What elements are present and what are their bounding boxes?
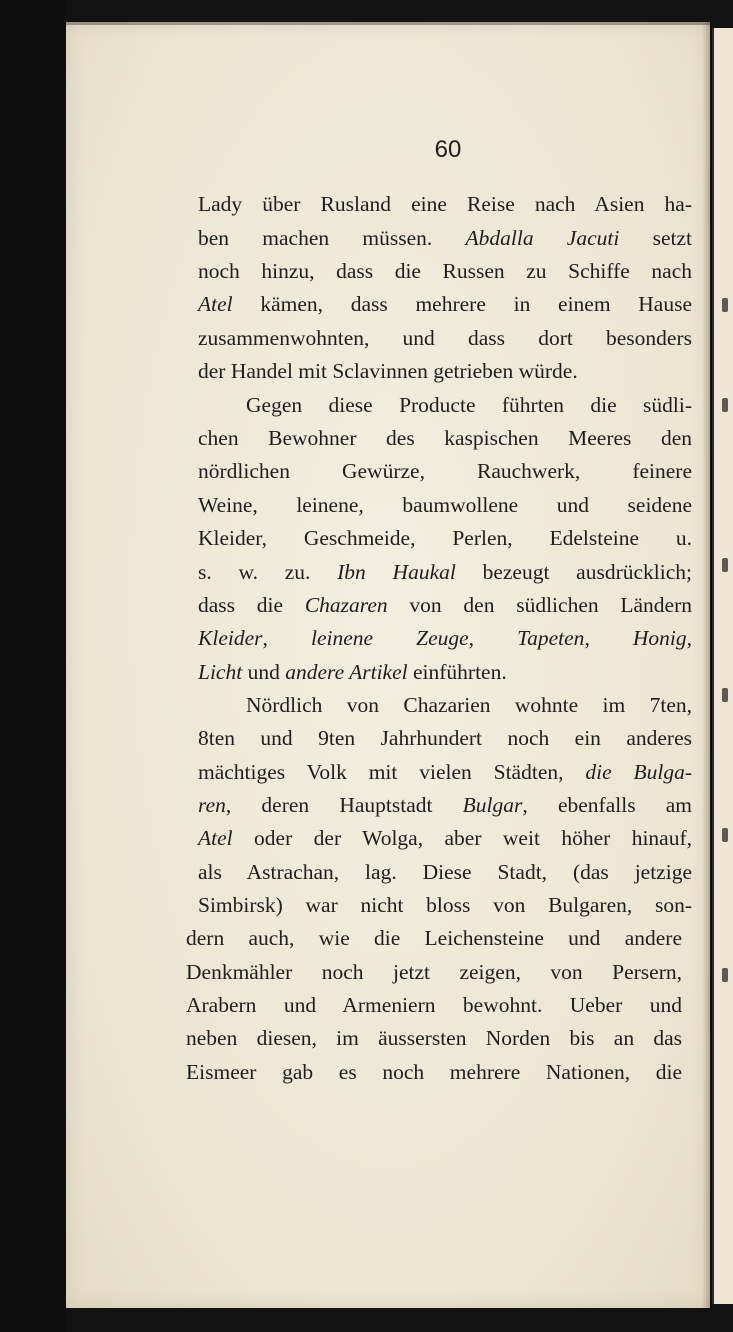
- italic-text-segment: Abdalla Jacuti: [465, 226, 620, 250]
- text-line: [198, 287, 692, 321]
- text-line: [186, 955, 682, 989]
- text-segment: mächtiges Volk mit vielen Städten,: [198, 760, 586, 784]
- italic-text-segment: Honig: [632, 626, 687, 650]
- text-line: [198, 721, 692, 755]
- text-line: [198, 621, 692, 655]
- text-segment: und: [242, 660, 286, 684]
- text-line: [198, 888, 692, 922]
- text-line: [198, 788, 692, 822]
- text-segment: zusammenwohnten, und dass dort besonders: [198, 326, 692, 350]
- italic-text-segment: andere Artikel: [285, 660, 408, 684]
- text-line: [198, 855, 692, 889]
- text-segment: der Handel mit Sclavinnen getrieben würde.: [198, 359, 578, 383]
- italic-text-segment: leinene Zeuge: [310, 626, 469, 650]
- text-line: [198, 321, 692, 355]
- text-segment: Denkmähler noch jetzt zeigen, von Persern,: [186, 960, 682, 984]
- text-segment: noch hinzu, dass die Russen zu Schiffe nach: [198, 259, 692, 283]
- text-line: [186, 921, 682, 955]
- page-top-edge: [66, 22, 710, 25]
- text-line: [198, 521, 692, 555]
- text-line: [198, 454, 692, 488]
- text-segment: Weine, leinene, baumwollene und seidene: [198, 493, 692, 517]
- text-segment: dass die: [198, 593, 305, 617]
- text-line: [198, 755, 692, 789]
- italic-text-segment: Atel: [198, 826, 233, 850]
- text-line: [198, 254, 692, 288]
- adjacent-page-mark: [722, 968, 728, 982]
- text-line: [198, 588, 692, 622]
- text-line: [198, 354, 692, 388]
- text-line: [198, 821, 692, 855]
- text-segment: einführten.: [407, 660, 507, 684]
- text-line: [198, 555, 692, 589]
- text-segment: setzt: [619, 226, 692, 250]
- text-segment: Nördlich von Chazarien wohnte im 7ten,: [246, 693, 692, 717]
- text-segment: ,: [584, 626, 633, 650]
- text-segment: 8ten und 9ten Jahrhundert noch ein anderes: [198, 726, 692, 750]
- text-segment: nördlichen Gewürze, Rauchwerk, feinere: [198, 459, 692, 483]
- text-line: [198, 421, 692, 455]
- text-segment: , deren Hauptstadt: [225, 793, 463, 817]
- italic-text-segment: Atel: [198, 292, 233, 316]
- text-segment: neben diesen, im äussersten Norden bis an das: [186, 1026, 682, 1050]
- adjacent-page-mark: [722, 688, 728, 702]
- text-segment: oder der Wolga, aber weit höher hinauf,: [232, 826, 692, 850]
- text-line: [186, 1055, 682, 1089]
- text-segment: chen Bewohner des kaspischen Meeres den: [198, 426, 692, 450]
- text-segment: Gegen diese Producte führten die südli-: [246, 393, 692, 417]
- adjacent-page-mark: [722, 558, 728, 572]
- italic-text-segment: die Bulga-: [585, 760, 692, 784]
- adjacent-page-mark: [722, 828, 728, 842]
- italic-text-segment: Tapeten: [517, 626, 585, 650]
- text-segment: bezeugt ausdrücklich;: [455, 560, 692, 584]
- text-segment: ,: [468, 626, 518, 650]
- text-segment: als Astrachan, lag. Diese Stadt, (das jetzige: [198, 860, 692, 884]
- text-line: [246, 388, 692, 422]
- text-segment: Arabern und Armeniern bewohnt. Ueber und: [186, 993, 682, 1017]
- text-line: [246, 688, 692, 722]
- adjacent-page-mark: [722, 398, 728, 412]
- text-line: [198, 655, 692, 689]
- italic-text-segment: Bulgar: [462, 793, 523, 817]
- gutter-shadow: [702, 22, 712, 1308]
- italic-text-segment: Kleider: [198, 626, 263, 650]
- italic-text-segment: Licht: [198, 660, 243, 684]
- text-segment: ben machen müssen.: [198, 226, 466, 250]
- text-segment: ,: [686, 626, 693, 650]
- adjacent-page-edge: [712, 28, 733, 1304]
- text-segment: dern auch, wie die Leichensteine und andere: [186, 926, 682, 950]
- text-line: [186, 1021, 682, 1055]
- text-segment: Lady über Rusland eine Reise nach Asien ha-: [198, 192, 692, 216]
- text-line: [198, 488, 692, 522]
- adjacent-page-mark: [722, 298, 728, 312]
- text-segment: s. w. zu.: [198, 560, 338, 584]
- page-number: 60: [434, 136, 462, 163]
- italic-text-segment: Ibn Haukal: [337, 560, 456, 584]
- text-line: [198, 187, 692, 221]
- text-segment: von den südlichen Ländern: [387, 593, 692, 617]
- text-segment: Eismeer gab es noch mehrere Nationen, die: [186, 1060, 682, 1084]
- text-line: [198, 221, 692, 255]
- text-segment: kämen, dass mehrere in einem Hause: [232, 292, 692, 316]
- text-line: [186, 988, 682, 1022]
- italic-text-segment: Chazaren: [304, 593, 388, 617]
- text-segment: , ebenfalls am: [522, 793, 692, 817]
- italic-text-segment: ren: [198, 793, 226, 817]
- scan-background-left: [0, 0, 66, 1332]
- text-segment: Kleider, Geschmeide, Perlen, Edelsteine u.: [198, 526, 692, 550]
- text-segment: ,: [262, 626, 311, 650]
- text-segment: Simbirsk) war nicht bloss von Bulgaren, son-: [198, 893, 692, 917]
